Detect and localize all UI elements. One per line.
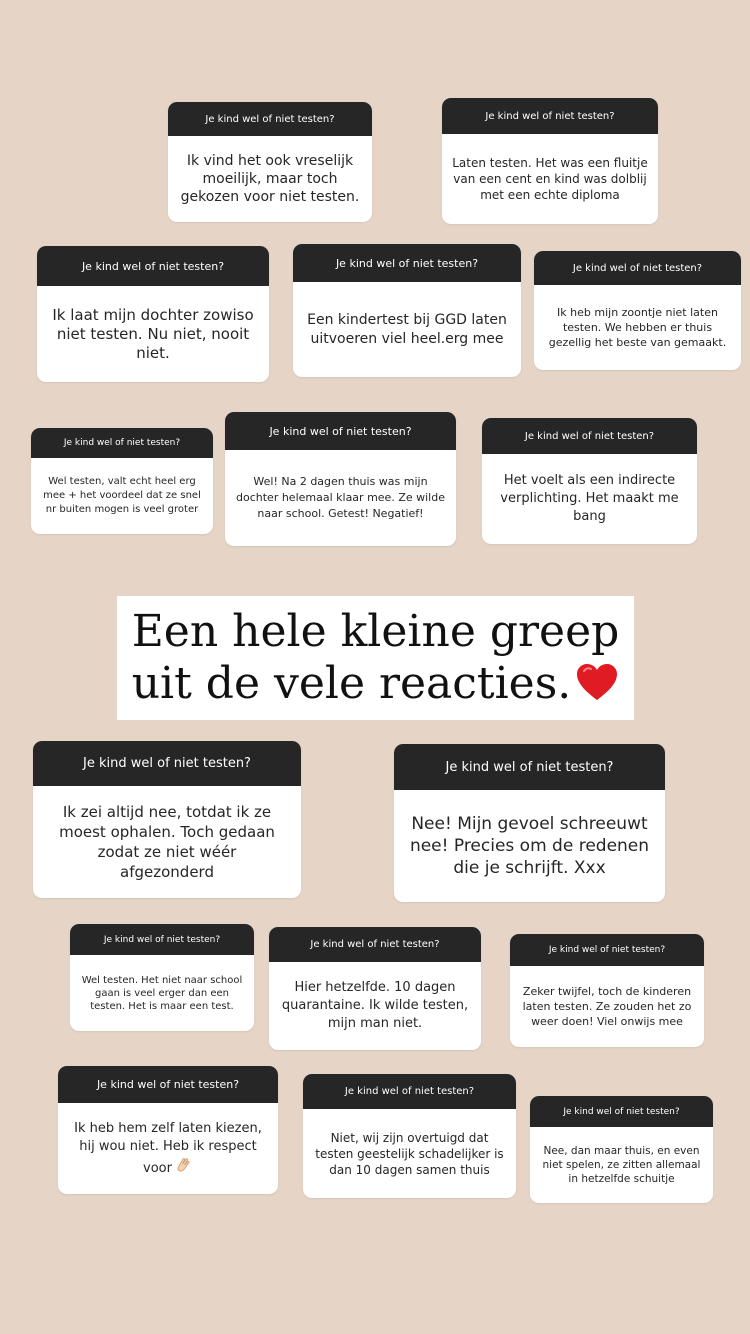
answer-text: Nee, dan maar thuis, en even niet spelen, ze zitten allemaal in hetzelfde schuitje	[542, 1145, 701, 1185]
response-card	[31, 428, 213, 534]
question-header: Je kind wel of niet testen?	[33, 741, 301, 786]
question-header: Je kind wel of niet testen?	[31, 428, 213, 458]
heart-icon	[575, 662, 619, 702]
answer-text	[58, 1103, 278, 1194]
answer-text: Wel testen. Het niet naar school gaan is veel erger dan een testen. Het is maar een test.	[81, 974, 243, 1012]
clapping-hands-icon	[175, 1156, 193, 1174]
question-header: Je kind wel of niet testen?	[442, 98, 658, 134]
question-header: Je kind wel of niet testen?	[269, 927, 481, 962]
question-header: Je kind wel of niet testen?	[394, 744, 665, 790]
response-card	[37, 246, 269, 382]
caption-line-2: uit de vele reacties.	[131, 658, 572, 709]
response-card	[510, 934, 704, 1047]
response-card	[269, 927, 481, 1050]
question-header: Je kind wel of niet testen?	[58, 1066, 278, 1103]
response-card	[303, 1074, 516, 1198]
question-header: Je kind wel of niet testen?	[37, 246, 269, 286]
question-header: Je kind wel of niet testen?	[534, 251, 741, 285]
answer-text: Ik zei altijd nee, totdat ik ze moest ophalen. Toch gedaan zodat ze niet wéér afgezonderd	[59, 803, 275, 881]
answer-text: Een kindertest bij GGD laten uitvoeren viel heel.erg mee	[307, 311, 507, 347]
answer-text-content: Ik heb hem zelf laten kiezen, hij wou niet. Heb ik respect voor	[74, 1120, 262, 1176]
answer-text: Nee! Mijn gevoel schreeuwt nee! Precies om de redenen die je schrijft. Xxx	[409, 814, 650, 878]
response-card	[168, 102, 372, 222]
question-header: Je kind wel of niet testen?	[225, 412, 456, 450]
response-card	[394, 744, 665, 902]
response-card	[530, 1096, 713, 1203]
caption-banner	[117, 596, 634, 720]
response-card	[225, 412, 456, 546]
caption-line-1: Een hele kleine greep	[131, 606, 620, 657]
response-card	[293, 244, 521, 377]
answer-text: Het voelt als een indirecte verplichting. Het maakt me bang	[500, 473, 679, 524]
question-header: Je kind wel of niet testen?	[530, 1096, 713, 1127]
question-header: Je kind wel of niet testen?	[168, 102, 372, 136]
question-header: Je kind wel of niet testen?	[70, 924, 254, 955]
question-header: Je kind wel of niet testen?	[510, 934, 704, 966]
answer-text: Laten testen. Het was een fluitje van een cent en kind was dolblij met een echte diploma	[452, 156, 648, 202]
answer-text: Zeker twijfel, toch de kinderen laten testen. Ze zouden het zo weer doen! Viel onwijs mee	[522, 985, 692, 1028]
answer-text: Ik vind het ook vreselijk moeilijk, maar toch gekozen voor niet testen.	[180, 153, 360, 205]
answer-text: Niet, wij zijn overtuigd dat testen geestelijk schadelijker is dan 10 dagen samen thuis	[315, 1130, 504, 1177]
question-header: Je kind wel of niet testen?	[303, 1074, 516, 1109]
answer-text: Ik heb mijn zoontje niet laten testen. We hebben er thuis gezellig het beste van gemaakt.	[548, 306, 727, 349]
answer-text: Wel testen, valt echt heel erg mee + het voordeel dat ze snel nr buiten mogen is veel groter	[43, 476, 201, 515]
response-card	[33, 741, 301, 898]
response-card	[534, 251, 741, 370]
answer-text: Hier hetzelfde. 10 dagen quarantaine. Ik wilde testen, mijn man niet.	[281, 980, 469, 1031]
question-header: Je kind wel of niet testen?	[293, 244, 521, 282]
response-card	[482, 418, 697, 544]
response-card	[442, 98, 658, 224]
answer-text: Ik laat mijn dochter zowiso niet testen. Nu niet, nooit niet.	[52, 305, 254, 362]
question-header: Je kind wel of niet testen?	[482, 418, 697, 454]
response-card	[58, 1066, 278, 1194]
answer-text: Wel! Na 2 dagen thuis was mijn dochter helemaal klaar mee. Ze wilde naar school. Getest! Negatief!	[236, 475, 445, 520]
response-card	[70, 924, 254, 1031]
